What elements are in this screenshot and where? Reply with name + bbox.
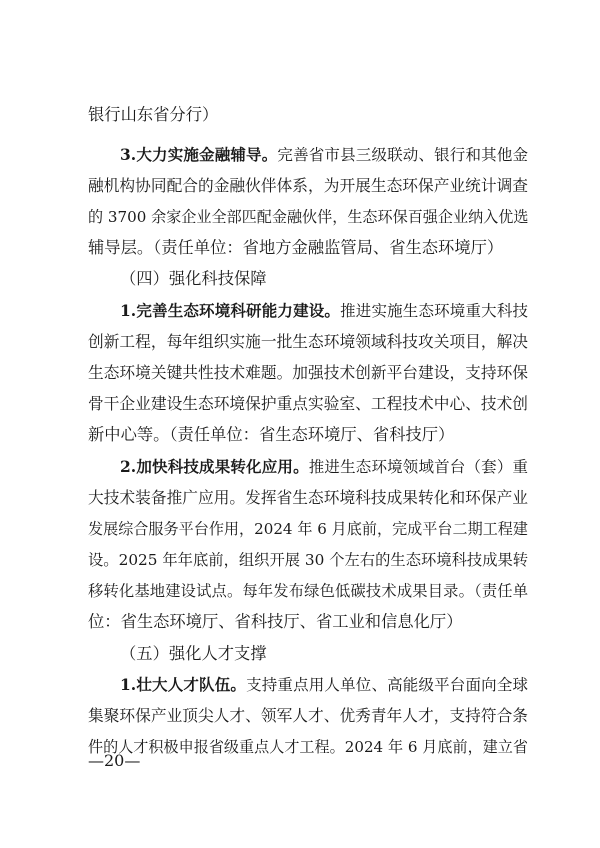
item-heading: 1.完善生态环境科研能力建设。: [120, 301, 341, 320]
text-segment: 生态环境关键共性技术难题。加强技术创新平台建设，支持环保: [88, 363, 528, 382]
text-line: [88, 393, 528, 415]
text-line: [120, 300, 528, 322]
text-segment: 融机构协同配合的金融伙伴体系，为开展生态环保产业统计调查: [88, 176, 528, 195]
text-segment: 支持重点用人单位、高能级平台面向全球: [246, 676, 528, 694]
text-segment: 银行山东省分行）: [88, 105, 219, 124]
text-line: [88, 237, 528, 259]
text-segment: （五）强化人才支撑: [120, 644, 267, 663]
text-line: [88, 206, 528, 228]
text-line: [120, 456, 528, 478]
text-line: [120, 268, 528, 290]
text-segment: 辅导层。（责任单位：省地方金融监管局、省生态环境厅）: [88, 238, 504, 257]
page-number: —20—: [88, 751, 141, 770]
text-segment: 件的人才积极申报省级重点人才工程。2024 年 6 月底前，建立省: [88, 738, 528, 756]
text-line: [88, 175, 528, 197]
text-segment: 移转化基地建设试点。每年发布绿色低碳技术成果目录。（责任单: [88, 582, 528, 600]
text-line: [88, 736, 528, 758]
text-segment: 推进实施生态环境重大科技: [340, 302, 528, 320]
text-line: [88, 362, 528, 384]
text-line: [120, 674, 528, 696]
text-line: [88, 424, 528, 446]
text-line: [88, 518, 528, 540]
text-segment: 大技术装备推广应用。发挥省生态环境科技成果转化和环保产业: [88, 488, 528, 507]
item-heading: 1.壮大人才队伍。: [120, 675, 247, 694]
text-segment: 发展综合服务平台作用，2024 年 6 月底前，完成平台二期工程建: [88, 520, 528, 538]
text-segment: 创新工程，每年组织实施一批生态环境领域科技攻关项目，解决: [88, 332, 528, 351]
text-segment: 位：省生态环境厅、省科技厅、省工业和信息化厅）: [88, 612, 463, 631]
text-line: [88, 331, 528, 353]
text-segment: 骨干企业建设生态环境保护重点实验室、工程技术中心、技术创: [88, 394, 528, 413]
text-segment: 的 3700 余家企业全部匹配金融伙伴，生态环保百强企业纳入优选: [88, 208, 529, 226]
text-line: [88, 104, 528, 126]
text-segment: 完善省市县三级联动、银行和其他金: [277, 146, 528, 164]
text-line: [120, 643, 528, 665]
text-line: [88, 611, 528, 633]
text-segment: 推进生态环境领域首台（套）重: [308, 458, 528, 476]
text-line: [120, 144, 528, 166]
text-line: [88, 487, 528, 509]
text-line: [88, 549, 528, 571]
text-line: [88, 580, 528, 602]
item-heading: 2.加快科技成果转化应用。: [120, 457, 309, 476]
text-segment: 设。2025 年年底前，组织开展 30 个左右的生态环境科技成果转: [88, 551, 529, 569]
text-line: [88, 705, 528, 727]
text-segment: 新中心等。（责任单位：省生态环境厅、省科技厅）: [88, 425, 455, 444]
text-segment: 集聚环保产业顶尖人才、领军人才、优秀青年人才，支持符合条: [88, 706, 528, 725]
text-segment: （四）强化科技保障: [120, 269, 267, 288]
item-heading: 3.大力实施金融辅导。: [120, 145, 278, 164]
